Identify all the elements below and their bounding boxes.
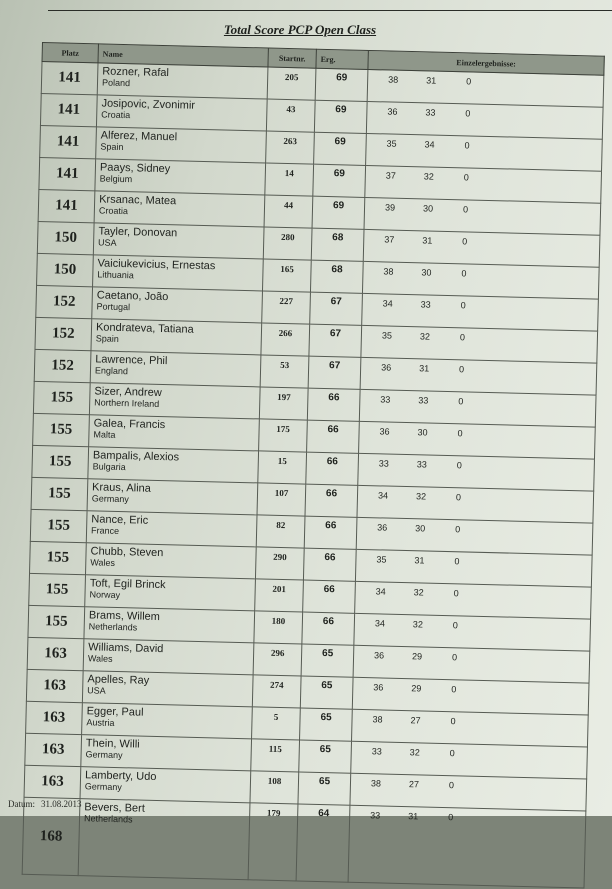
starter-cell: 175 bbox=[259, 419, 308, 452]
competitor-name: Bevers, Bert bbox=[84, 801, 145, 815]
score-3: 0 bbox=[460, 300, 466, 311]
competitor-country: Germany bbox=[84, 781, 122, 793]
score-1: 38 bbox=[383, 266, 394, 277]
name-cell bbox=[83, 639, 254, 675]
competitor-country: Northern Ireland bbox=[94, 397, 160, 409]
platz-cell: 152 bbox=[35, 317, 92, 350]
competitor-country: Norway bbox=[89, 589, 121, 601]
erg-cell: 66 bbox=[306, 452, 359, 485]
erg-cell: 65 bbox=[300, 676, 353, 709]
erg-cell: 64 bbox=[296, 804, 350, 882]
starter-cell: 15 bbox=[258, 451, 307, 484]
platz-cell: 163 bbox=[26, 701, 83, 734]
score-1: 35 bbox=[386, 138, 397, 149]
platz-cell: 155 bbox=[32, 445, 89, 478]
competitor-name: Thein, Willi bbox=[85, 737, 140, 751]
erg-cell: 66 bbox=[303, 580, 356, 613]
competitor-name: Lawrence, Phil bbox=[95, 353, 168, 368]
score-2: 32 bbox=[413, 587, 424, 598]
score-3: 0 bbox=[459, 364, 465, 375]
erg-cell: 67 bbox=[309, 324, 362, 357]
platz-cell: 155 bbox=[30, 541, 87, 574]
name-cell bbox=[85, 575, 256, 611]
platz-cell: 141 bbox=[40, 93, 97, 126]
score-3: 0 bbox=[462, 236, 468, 247]
name-cell bbox=[82, 671, 253, 707]
starter-cell: 5 bbox=[252, 707, 301, 740]
erg-cell: 69 bbox=[312, 196, 365, 229]
score-1: 38 bbox=[388, 74, 399, 85]
competitor-country: Belgium bbox=[99, 173, 133, 185]
header-platz: Platz bbox=[42, 43, 98, 63]
competitor-country: Lithuania bbox=[97, 269, 134, 281]
erg-cell: 67 bbox=[310, 292, 363, 325]
name-cell bbox=[93, 223, 264, 259]
erg-cell: 66 bbox=[303, 548, 356, 581]
competitor-name: Galea, Francis bbox=[93, 417, 166, 432]
name-cell bbox=[88, 447, 259, 483]
score-3: 0 bbox=[451, 684, 457, 695]
competitor-name: Paays, Sidney bbox=[99, 161, 171, 176]
name-cell bbox=[93, 255, 264, 291]
competitor-country: Wales bbox=[87, 653, 113, 664]
score-2: 30 bbox=[421, 267, 432, 278]
score-1: 36 bbox=[381, 362, 392, 373]
starter-cell: 263 bbox=[266, 131, 315, 164]
competitor-country: Poland bbox=[101, 77, 131, 89]
score-1: 38 bbox=[372, 714, 383, 725]
einzel-cell bbox=[348, 805, 586, 888]
competitor-name: Williams, David bbox=[88, 641, 164, 656]
score-3: 0 bbox=[462, 204, 469, 215]
erg-cell: 67 bbox=[308, 356, 361, 389]
date-label: Datum: bbox=[8, 799, 35, 809]
score-3: 0 bbox=[453, 588, 459, 599]
competitor-country: Germany bbox=[91, 493, 129, 505]
score-3: 0 bbox=[455, 524, 461, 535]
competitor-name: Bampalis, Alexios bbox=[92, 449, 180, 464]
erg-cell: 66 bbox=[307, 420, 360, 453]
erg-cell: 69 bbox=[315, 68, 368, 101]
starter-cell: 274 bbox=[252, 675, 301, 708]
platz-cell: 163 bbox=[26, 669, 83, 702]
competitor-country: Spain bbox=[95, 333, 119, 344]
platz-cell: 168 bbox=[22, 797, 80, 875]
score-2: 33 bbox=[418, 395, 429, 406]
score-1: 38 bbox=[370, 778, 382, 789]
name-cell bbox=[84, 607, 255, 643]
score-2: 32 bbox=[415, 491, 427, 502]
name-cell bbox=[87, 479, 258, 515]
name-cell bbox=[91, 319, 262, 355]
score-1: 37 bbox=[384, 234, 395, 245]
competitor-name: Toft, Egil Brinck bbox=[89, 577, 166, 592]
competitor-country: USA bbox=[87, 685, 106, 696]
score-1: 34 bbox=[374, 618, 386, 629]
score-3: 0 bbox=[448, 780, 455, 791]
score-2: 30 bbox=[415, 523, 426, 534]
score-2: 34 bbox=[424, 139, 435, 150]
erg-cell: 66 bbox=[302, 612, 355, 645]
score-3: 0 bbox=[456, 460, 462, 471]
score-1: 34 bbox=[377, 490, 389, 501]
platz-cell: 141 bbox=[38, 189, 95, 222]
name-cell bbox=[90, 351, 261, 387]
score-3: 0 bbox=[466, 76, 472, 87]
score-2: 27 bbox=[410, 715, 421, 726]
competitor-country: USA bbox=[97, 237, 117, 248]
platz-cell: 163 bbox=[25, 733, 82, 766]
score-2: 32 bbox=[423, 171, 434, 182]
name-cell bbox=[96, 95, 267, 131]
platz-cell: 163 bbox=[27, 637, 84, 670]
competitor-country: Germany bbox=[85, 749, 123, 761]
platz-cell: 155 bbox=[28, 605, 85, 638]
erg-cell: 66 bbox=[305, 484, 358, 517]
competitor-country: England bbox=[94, 365, 129, 377]
name-cell bbox=[89, 383, 260, 419]
score-2: 30 bbox=[417, 427, 428, 438]
score-1: 33 bbox=[370, 810, 381, 821]
score-1: 36 bbox=[387, 106, 398, 117]
name-cell bbox=[81, 735, 252, 771]
competitor-name: Alferez, Manuel bbox=[100, 129, 178, 144]
date-value: 31.08.2013 bbox=[41, 799, 82, 809]
score-3: 0 bbox=[455, 492, 462, 503]
competitor-country: Austria bbox=[86, 717, 115, 728]
score-2: 32 bbox=[409, 747, 420, 758]
score-2: 31 bbox=[422, 235, 433, 246]
platz-cell: 150 bbox=[37, 253, 94, 286]
competitor-name: Sizer, Andrew bbox=[94, 385, 162, 400]
starter-cell: 296 bbox=[253, 643, 302, 676]
score-3: 0 bbox=[465, 108, 471, 119]
name-cell bbox=[89, 415, 260, 451]
starter-cell: 179 bbox=[248, 803, 298, 881]
score-2: 27 bbox=[408, 779, 420, 790]
name-cell bbox=[86, 511, 257, 547]
score-1: 33 bbox=[378, 458, 389, 469]
name-cell bbox=[80, 767, 251, 803]
competitor-country: Wales bbox=[90, 557, 116, 568]
header-erg: Erg. bbox=[316, 49, 368, 69]
name-cell bbox=[95, 159, 266, 195]
header-starter: Startnr. bbox=[268, 48, 316, 68]
top-rule bbox=[48, 10, 612, 11]
competitor-name: Apelles, Ray bbox=[87, 673, 150, 687]
score-1: 36 bbox=[373, 650, 385, 661]
platz-cell: 152 bbox=[34, 349, 91, 382]
score-3: 0 bbox=[457, 428, 463, 439]
score-3: 0 bbox=[464, 140, 470, 151]
score-2: 31 bbox=[408, 811, 419, 822]
competitor-name: Vaiciukevicius, Ernestas bbox=[97, 257, 216, 273]
starter-cell: 205 bbox=[267, 67, 316, 100]
starter-cell: 82 bbox=[256, 515, 305, 548]
starter-cell: 180 bbox=[254, 611, 303, 644]
erg-cell: 68 bbox=[310, 260, 363, 293]
competitor-name: Brams, Willem bbox=[88, 609, 161, 624]
competitor-country: Croatia bbox=[101, 109, 131, 121]
score-2: 31 bbox=[414, 555, 425, 566]
score-1: 37 bbox=[385, 170, 396, 181]
starter-cell: 197 bbox=[259, 387, 308, 420]
starter-cell: 107 bbox=[257, 483, 306, 516]
score-2: 31 bbox=[426, 75, 437, 86]
erg-cell: 66 bbox=[307, 388, 360, 421]
score-2: 29 bbox=[411, 651, 423, 662]
platz-cell: 150 bbox=[37, 221, 94, 254]
erg-cell: 69 bbox=[314, 100, 367, 133]
score-3: 0 bbox=[450, 716, 456, 727]
table-row bbox=[22, 797, 586, 888]
score-2: 31 bbox=[419, 363, 430, 374]
starter-cell: 266 bbox=[261, 323, 310, 356]
erg-cell: 68 bbox=[311, 228, 364, 261]
competitor-name: Nance, Eric bbox=[91, 513, 149, 527]
platz-cell: 163 bbox=[24, 765, 81, 798]
score-1: 35 bbox=[376, 554, 387, 565]
starter-cell: 108 bbox=[250, 771, 299, 804]
score-1: 34 bbox=[382, 298, 393, 309]
competitor-name: Krsanac, Matea bbox=[99, 193, 177, 208]
competitor-name: Rozner, Rafal bbox=[102, 65, 170, 80]
score-1: 33 bbox=[380, 394, 391, 405]
erg-cell: 65 bbox=[301, 644, 354, 677]
starter-cell: 165 bbox=[262, 259, 311, 292]
starter-cell: 201 bbox=[255, 579, 304, 612]
score-1: 36 bbox=[373, 682, 384, 693]
starter-cell: 280 bbox=[263, 227, 312, 260]
platz-cell: 152 bbox=[36, 285, 93, 318]
score-3: 0 bbox=[449, 748, 455, 759]
score-3: 0 bbox=[463, 172, 469, 183]
score-2: 33 bbox=[420, 299, 431, 310]
competitor-country: Netherlands bbox=[83, 813, 133, 825]
erg-cell: 69 bbox=[313, 164, 366, 197]
starter-cell: 290 bbox=[255, 547, 304, 580]
name-cell bbox=[97, 63, 268, 99]
competitor-name: Chubb, Steven bbox=[90, 545, 164, 560]
results-table bbox=[22, 42, 605, 889]
score-1: 33 bbox=[371, 746, 382, 757]
platz-cell: 155 bbox=[33, 413, 90, 446]
platz-cell: 155 bbox=[31, 477, 88, 510]
starter-cell: 14 bbox=[265, 163, 314, 196]
competitor-name: Egger, Paul bbox=[86, 705, 144, 719]
competitor-name: Lamberty, Udo bbox=[84, 769, 157, 784]
score-3: 0 bbox=[459, 332, 466, 343]
platz-cell: 155 bbox=[29, 573, 86, 606]
erg-cell: 65 bbox=[299, 740, 352, 773]
platz-cell: 141 bbox=[40, 125, 97, 158]
score-2: 29 bbox=[411, 683, 422, 694]
competitor-country: Croatia bbox=[98, 205, 129, 217]
starter-cell: 43 bbox=[266, 99, 315, 132]
header-einzel: Einzelergebnisse: bbox=[368, 50, 604, 75]
date-footer bbox=[8, 799, 82, 809]
platz-cell: 141 bbox=[41, 62, 98, 95]
score-2: 30 bbox=[422, 203, 434, 214]
competitor-name: Josipovic, Zvonimir bbox=[101, 97, 196, 112]
name-cell bbox=[94, 191, 265, 227]
platz-cell: 155 bbox=[30, 509, 87, 542]
score-1: 34 bbox=[375, 586, 386, 597]
score-2: 32 bbox=[419, 331, 431, 342]
name-cell bbox=[85, 543, 256, 579]
table-body bbox=[22, 62, 604, 888]
name-cell bbox=[92, 287, 263, 323]
page-title: Total Score PCP Open Class bbox=[223, 22, 377, 37]
platz-cell: 141 bbox=[39, 157, 96, 190]
erg-cell: 66 bbox=[304, 516, 357, 549]
score-2: 33 bbox=[416, 459, 427, 470]
score-3: 0 bbox=[448, 812, 454, 823]
score-1: 36 bbox=[379, 426, 390, 437]
score-3: 0 bbox=[461, 268, 467, 279]
score-1: 39 bbox=[384, 202, 396, 213]
score-1: 35 bbox=[381, 330, 393, 341]
erg-cell: 69 bbox=[314, 132, 367, 165]
competitor-country: Spain bbox=[100, 141, 124, 153]
competitor-country: Malta bbox=[93, 429, 116, 440]
competitor-country: France bbox=[90, 525, 120, 537]
competitor-country: Portugal bbox=[96, 301, 131, 313]
competitor-name: Kondrateva, Tatiana bbox=[95, 321, 194, 336]
score-2: 33 bbox=[425, 107, 436, 118]
competitor-name: Tayler, Donovan bbox=[98, 225, 178, 240]
competitor-country: Bulgaria bbox=[92, 461, 126, 473]
header-name: Name bbox=[98, 44, 268, 67]
erg-cell: 65 bbox=[298, 772, 351, 805]
name-cell bbox=[78, 799, 250, 880]
name-cell bbox=[96, 127, 267, 163]
starter-cell: 53 bbox=[260, 355, 309, 388]
starter-cell: 44 bbox=[264, 195, 313, 228]
score-3: 0 bbox=[458, 396, 464, 407]
starter-cell: 115 bbox=[251, 739, 300, 772]
results-table-wrapper bbox=[22, 42, 604, 888]
starter-cell: 227 bbox=[262, 291, 311, 324]
competitor-name: Caetano, João bbox=[96, 289, 169, 304]
competitor-name: Kraus, Alina bbox=[91, 481, 151, 495]
name-cell bbox=[82, 703, 253, 739]
score-2: 32 bbox=[412, 619, 424, 630]
score-3: 0 bbox=[454, 556, 460, 567]
score-3: 0 bbox=[452, 620, 459, 631]
competitor-country: Netherlands bbox=[88, 621, 138, 633]
score-3: 0 bbox=[451, 652, 458, 663]
score-1: 36 bbox=[377, 522, 388, 533]
erg-cell: 65 bbox=[300, 708, 353, 741]
platz-cell: 155 bbox=[33, 381, 90, 414]
